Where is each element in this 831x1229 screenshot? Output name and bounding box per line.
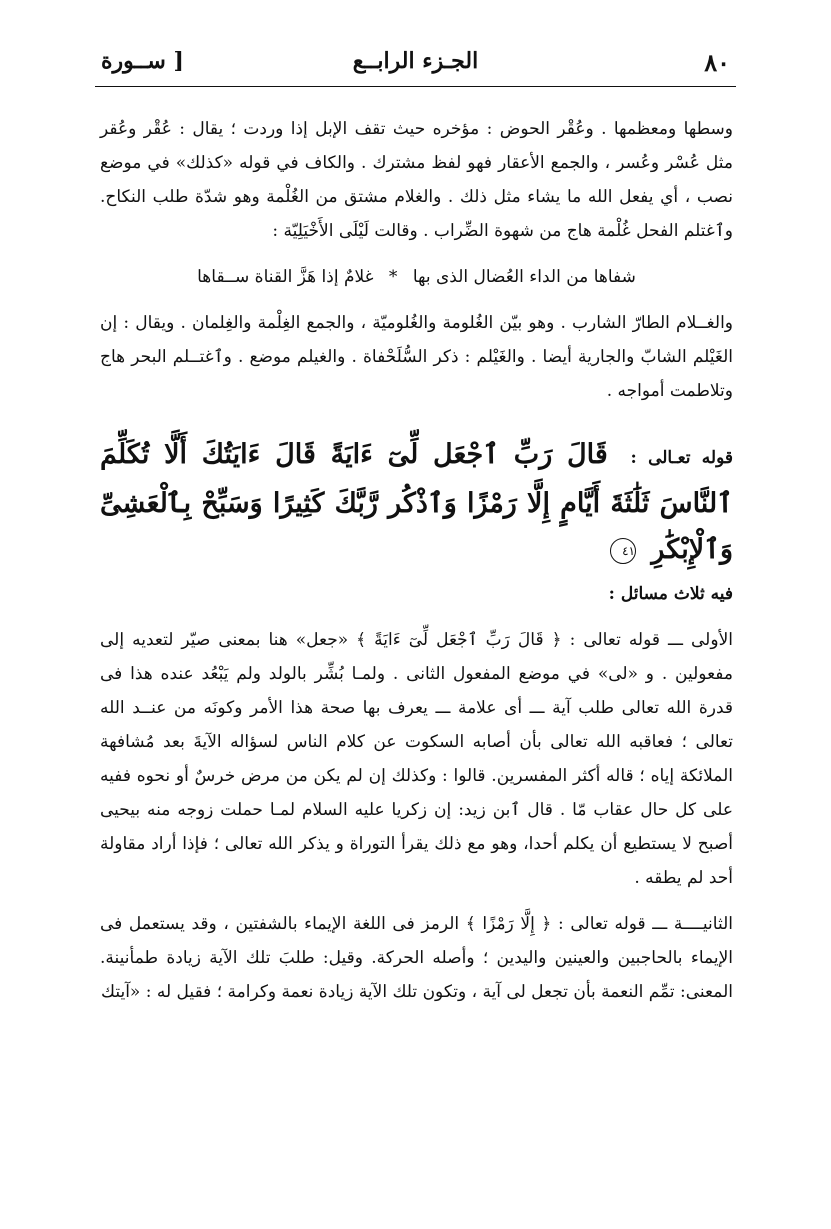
commentary-paragraph: وسطها ومعظمها . وعُقْر الحوض : مؤخره حيث تقف الإبل إذا وردت ؛ يقال : عُقْر وعُقر مثل عُسْر وعُسر ، والجمع الأعقار فهو لفظ مشترك . والكاف في قوله «كذلك» في موضع نصب ، أي يفعل الله ما يشاء مثل ذلك . والغلام مشتق من الغُلْمة وهو شدّة طلب النكاح. وٱغتلم الفحل غُلْمة هاج من شهوة الضِّراب . وقالت لَيْلَى الأَخْيَلِيّة :	[100, 119, 733, 241]
running-title: الجـزء الرابــع	[352, 48, 479, 74]
header-divider	[95, 86, 736, 87]
commentary-paragraph: والغــلام الطارّ الشارب . وهو بيّن الغُلومة والغُلوميّة ، والجمع الغِلْمة والغِلمان . ويقال : إن الغَيْلم الشابّ والجارية أيضا . والغَيْلم : ذكر السُّلَحْفاة . والغيلم موضع . وٱغتــلم البحر هاج وتلاطمت أمواجه .	[100, 313, 733, 401]
verse-first-hemistich: شفاها من الداء العُضال الذى بها	[412, 267, 636, 287]
ayah-number-marker: ٤١	[610, 538, 636, 564]
masail-heading: فيه ثلاث مسائل :	[608, 584, 733, 604]
page-header	[95, 44, 736, 84]
surah-label: [ ســورة	[101, 48, 184, 74]
page-number: ٨٠	[704, 48, 730, 77]
verse-separator: *	[388, 267, 398, 287]
verse-second-hemistich: غلامٌ إذا هَزَّ القناة ســقاها	[197, 267, 374, 287]
poetry-verse	[100, 260, 733, 294]
quran-verse-text: قَالَ رَبِّ ٱجْعَل لِّىٓ ءَايَةً قَالَ ءَايَتُكَ أَلَّا تُكَلِّمَ ٱلنَّاسَ ثَلَٰثَةَ أَيَّامٍ إِلَّا رَمْزًا وَٱذْكُر رَّبَّكَ كَثِيرًا وَسَبِّحْ بِٱلْعَشِىِّ وَٱلْإِبْكَٰرِ	[100, 439, 733, 565]
quran-verse-block	[100, 432, 733, 573]
quran-intro: قوله تعـالى :	[630, 448, 734, 468]
commentary-paragraph: الأولى ـــ قوله تعالى : ﴿ قَالَ رَبِّ ٱجْعَل لِّىٓ ءَايَةً ﴾ «جعل» هنا بمعنى صيّر لتعديه إلى مفعولين . و «لى» في موضع المفعول الثانى . ولمـا بُشِّر بالولد ولم يَبْعُد عنده هذا فى قدرة الله تعالى طلب آية ـــ أى علامة ـــ يعرف بها صحة هذا الأمر وكونَه من عنــد الله تعالى ؛ فعاقبه الله تعالى بأن أصابه السكوت عن كلام الناس لسؤاله الآيةَ بعد مُشافهة الملائكة إياه ؛ قاله أكثر المفسرين. قالوا : وكذلك إن لم يكن من مرض خرسٌ أو نحوه ففيه على كل حال عقاب مّا . قال ٱبن زيد: إن زكريا عليه السلام لمـا حملت زوجه منه بيحيى أصبح لا يستطيع أن يكلم أحدا، وهو مع ذلك يقرأ التوراة و يذكر الله تعالى ؛ فإذا أراد مقاولة أحد لم يطقه .	[100, 630, 733, 888]
commentary-paragraph: الثانيــــة ـــ قوله تعالى : ﴿ إِلَّا رَمْزًا ﴾ الرمز فى اللغة الإيماء بالشفتين ، وقد يستعمل فى الإيماء بالحاجبين والعينين واليدين ؛ وأصله الحركة. وقيل: طلبَ تلك الآية زيادة طمأنينة. المعنى: تمِّم النعمة بأن تجعل لى آية ، وتكون تلك الآية زيادة نعمة وكرامة ؛ فقيل له : «آيتك	[100, 914, 733, 1002]
page-body	[100, 112, 733, 1009]
